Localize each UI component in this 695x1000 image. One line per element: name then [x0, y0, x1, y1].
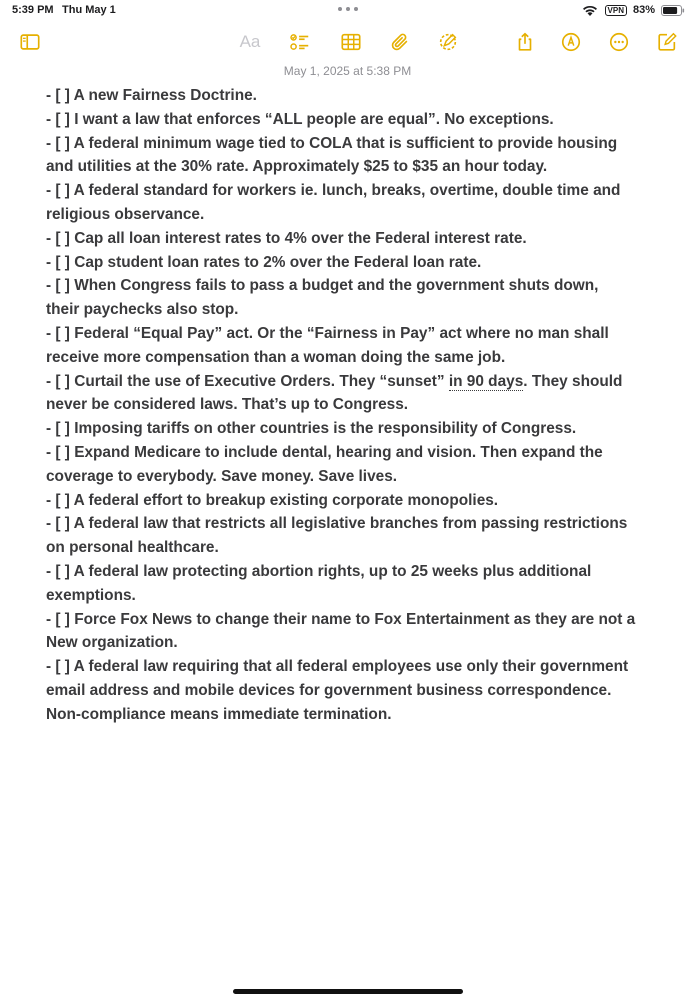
note-line: - [ ] Imposing tariffs on other countries is the responsibility of Congress. [46, 420, 577, 438]
status-date: Thu May 1 [62, 4, 116, 16]
note-line: - [ ] A new Fairness Doctrine. [46, 87, 257, 104]
checklist-icon [289, 31, 311, 53]
note-line: - [ ] I want a law that enforces “ALL people are equal”. No exceptions. [46, 110, 554, 128]
note-line: on personal healthcare. [46, 539, 219, 557]
note-line: - [ ] Force Fox News to change their name to Fox Entertainment as they are not a [46, 610, 636, 628]
vpn-badge: VPN [605, 5, 627, 16]
note-line: coverage to everybody. Save money. Save lives. [46, 467, 398, 485]
battery-icon [661, 5, 685, 16]
note-line-text: - [ ] Curtail the use of Executive Orders. They “sunset” [46, 372, 449, 390]
share-button[interactable] [510, 26, 540, 58]
note-line: - [ ] A federal law requiring that all federal employees use only their government [46, 658, 629, 676]
table-button[interactable] [336, 26, 366, 58]
attachment-button[interactable] [385, 26, 415, 58]
note-line: - [ ] A federal effort to breakup existing corporate monopolies. [46, 491, 499, 509]
note-body[interactable] [46, 84, 656, 727]
note-line: - [ ] A federal law that restricts all legislative branches from passing restrictions [46, 515, 628, 533]
note-line: - [ ] Federal “Equal Pay” act. Or the “Fairness in Pay” act where no man shall [46, 324, 609, 342]
compose-icon [656, 31, 678, 53]
note-line: religious observance. [46, 205, 205, 223]
note-line-text: . They should [523, 372, 623, 390]
note-line: - [ ] A federal minimum wage tied to COLA that is sufficient to provide housing [46, 134, 618, 152]
sidebar-toggle-button[interactable] [15, 26, 45, 58]
note-line-executive-orders [46, 370, 656, 394]
status-time: 5:39 PM [12, 4, 54, 16]
pen-tip-icon [437, 31, 459, 53]
note-line: New organization. [46, 634, 178, 652]
note-line: email address and mobile devices for government business correspondence. [46, 681, 612, 699]
sidebar-icon [19, 31, 41, 53]
table-icon [340, 31, 362, 53]
date-link[interactable]: in 90 days [448, 372, 524, 390]
checklist-button[interactable] [285, 26, 315, 58]
note-line: - [ ] A federal standard for workers ie. lunch, breaks, overtime, double time and [46, 182, 621, 200]
markup-button[interactable] [433, 26, 463, 58]
status-indicators [565, 4, 685, 18]
notes-toolbar [0, 26, 695, 60]
note-line: - [ ] A federal law protecting abortion rights, up to 25 weeks plus additional [46, 562, 592, 580]
format-label: Aa [239, 32, 261, 51]
format-button[interactable] [235, 26, 265, 58]
note-line: receive more compensation than a woman doing the same job. [46, 348, 506, 366]
new-note-button[interactable] [652, 26, 682, 58]
more-button[interactable] [604, 26, 634, 58]
status-bar [0, 0, 695, 22]
note-line: - [ ] Cap all loan interest rates to 4% over the Federal interest rate. [46, 229, 527, 247]
home-indicator[interactable] [233, 989, 463, 994]
note-line: their paychecks also stop. [46, 301, 239, 319]
note-line: exemptions. [46, 586, 136, 604]
pencil-markup-button[interactable] [556, 26, 586, 58]
note-line: never be considered laws. That’s up to Congress. [46, 396, 409, 414]
battery-percent: 83% [632, 4, 655, 16]
pencil-circle-icon [560, 31, 582, 53]
ellipsis-circle-icon [608, 31, 630, 53]
note-timestamp: May 1, 2025 at 5:38 PM [283, 64, 412, 78]
note-line: - [ ] When Congress fails to pass a budget and the government shuts down, [46, 277, 599, 295]
share-icon [514, 31, 536, 53]
note-line: - [ ] Expand Medicare to include dental, hearing and vision. Then expand the [46, 443, 603, 461]
note-line: Non-compliance means immediate termination. [46, 705, 392, 723]
note-line: - [ ] Cap student loan rates to 2% over the Federal loan rate. [46, 253, 482, 271]
note-line: and utilities at the 30% rate. Approximately $25 to $35 an hour today. [46, 158, 548, 176]
multitasking-dots-icon[interactable] [338, 7, 360, 13]
wifi-icon [582, 4, 598, 17]
paperclip-icon [389, 31, 411, 53]
